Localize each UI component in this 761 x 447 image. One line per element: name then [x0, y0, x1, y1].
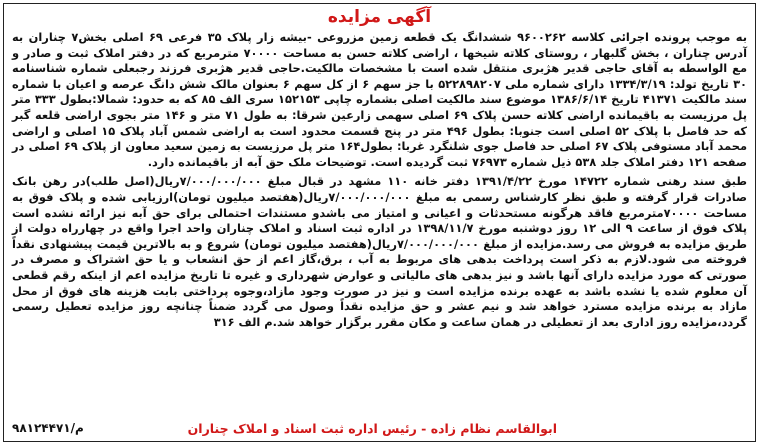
- notice-title: آگهی مزایده: [327, 7, 432, 27]
- notice-paragraph-auction: طبق سند رهنی شماره ۱۴۷۲۲ مورخ ۱۳۹۱/۴/۲۲ دفتر خانه ۱۱۰ مشهد در قبال مبلغ ۷/۰۰۰/۰۰۰/۰۰۰ریال(اصل طلب)در رهن بانک صادرات قرار گرفته و طبق نظر کارشناس رسمی به مبلغ ۷/۰۰۰/۰۰۰/۰۰۰ریال(هفتصد میلیون تومان)ارزیابی شده و پلاک فوق به مساحت ۷۰۰۰۰مترمربع فاقد هرگونه مستحدثات و اعیانی و امتیاز می باشدو مستندات احتمالی برای حق آبه نیز ارائه نشده است پلاک فوق از ساعت ۹ الی ۱۲ روز دوشنبه مورخ ۱۳۹۸/۱۱/۷ در اداره ثبت اسناد و املاک چناران واحد اجرا واقع در چهارراه دولت از طریق مزایده به فروش می رسد.مزایده از مبلغ ۷/۰۰۰/۰۰۰/۰۰۰ریال(هفتصد میلیون تومان) شروع و به بالاترین قیمت پیشنهادی نقداً فروخته می شود.لازم به ذکر است پرداخت بدهی های مربوط به آب ، برق،گاز اعم از حق انشعاب و یا حق اشتراک و مصرف در صورتی که مورد مزایده دارای آنها باشد و نیز بدهی های مالیاتی و عوارض شهرداری و غیره تا تاریخ مزایده اعم از اینکه رقم قطعی آن معلوم شده یا نشده باشد به عهده برنده مزایده است و نیز در صورت وجود مازاد،وجوه پرداختی بابت هزینه های فوق از محل مازاد به برنده مزایده مسترد خواهد شد و نیم عشر و حق مزایده نقداً وصول می گردد ضمناً چنانچه روز مزایده تعطیل رسمی گردد،مزایده روز اداری بعد از تعطیلی در همان ساعت و مکان مقرر برگزار خواهد شد.م الف ۳۱۶: [12, 174, 748, 329]
- notice-code: م/۹۸۱۲۴۴۷۱: [12, 421, 84, 435]
- notice-paragraph-property: به موجب پرونده اجرائی کلاسه ۹۶۰۰۲۶۲ ششدانگ یک قطعه زمین مزروعی -بیشه زار پلاک ۳۵ فرعی ۶۹ اصلی بخش۷ چناران به آدرس چناران ، بخش گلبهار ، روستای کلاته شیخها ، اراضی کلاته حسن به مساحت ۷۰۰۰۰ مترمربع که در دفتر املاک ثبت و صادر و مع الواسطه به آقای حاجی قدیر هژبری منتقل شده است با مشخصات مالکیت.حاجی قدیر هژبری فرزند رجبعلی شماره شناسنامه ۳۰ تاریخ تولد: ۱۳۳۴/۳/۱۹ دارای شماره ملی ۵۲۲۸۹۸۲۰۷ با جز سهم ۶ از کل سهم ۶ بعنوان مالک شش دانگ عرصه و اعیان با شماره سند مالکیت ۴۱۳۷۱ تاریخ ۱۳۸۶/۶/۱۴ موضوع سند مالکیت اصلی بشماره چاپی ۱۵۲۱۵۳ سری الف ۸۵ که به حدود: شمالا:بطول ۳۳۳ متر پل مرزیست به باقیمانده اراضی کلاته حسن پلاک ۶۹ اصلی سهمی زارعین شرقا: به طول ۷۱ متر و ۱۴۶ متر بجوی اراضی قلعه گبر که حد فاصل با پلاک ۵۲ اصلی است جنوبا: بطول ۴۹۶ متر در پنج قسمت محدود است به اراضی شمس آباد پلاک ۱۵ اصلی و اراضی محمد آباد مستوفی پلاک ۶۷ اصلی حد فاصل جوی شلنگرد غربا: بطول۱۶۴ متر پل مرزیست به زمین سعید معاون از پلاک ۶۹ اصلی در صفحه ۱۲۱ دفتر املاک جلد ۵۳۸ ذیل شماره ۷۶۹۷۳ ثبت گردیده است. توضیحات ملک حق آبه از باقیمانده دارد.: [12, 30, 748, 169]
- notice-body: [12, 30, 747, 334]
- notice-frame: [3, 3, 756, 442]
- signature-line: ابوالقاسم نظام زاده - رئیس اداره ثبت اسناد و املاک چناران: [187, 420, 557, 436]
- notice-footer: [12, 418, 747, 438]
